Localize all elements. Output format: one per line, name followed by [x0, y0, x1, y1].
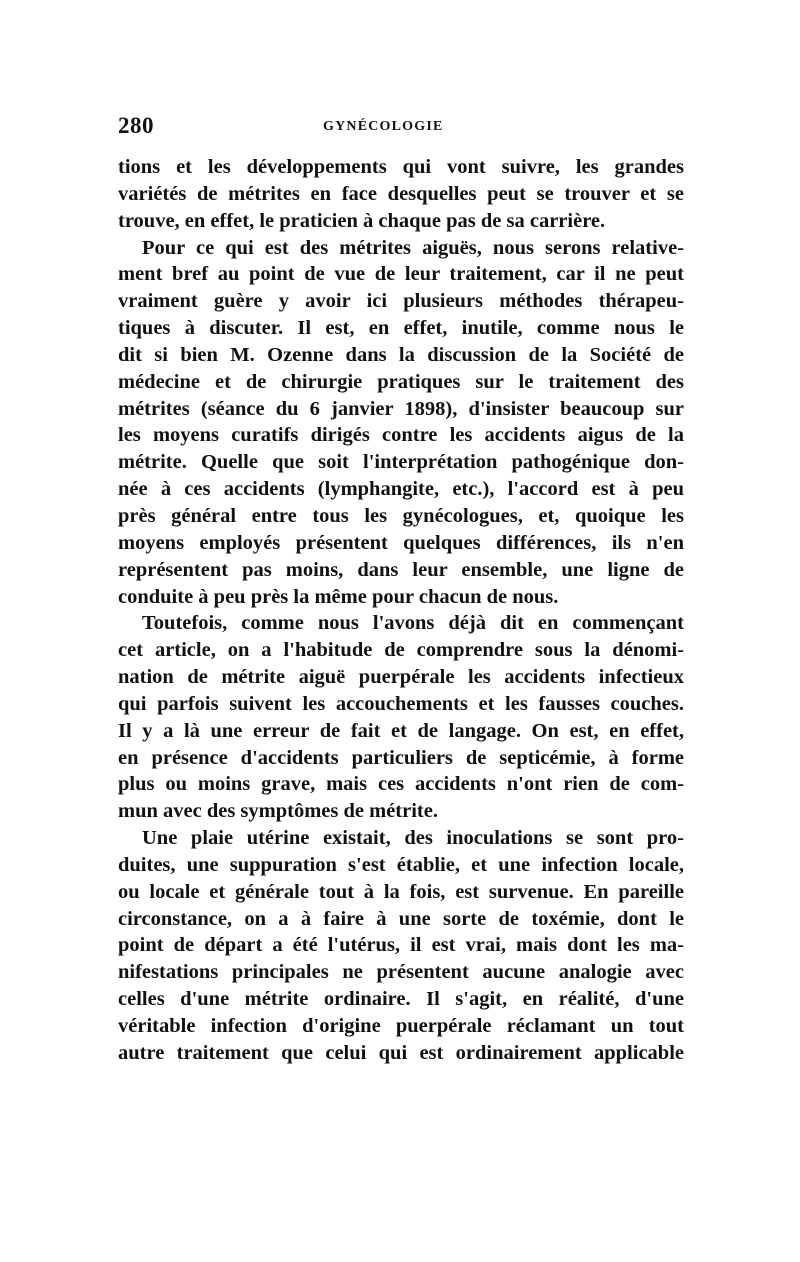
text-line: variétés de métrites en face desquelles peut se trouver et se [118, 182, 684, 205]
text-line: duites, une suppuration s'est établie, et une infection locale, [118, 853, 684, 876]
text-line: moyens employés présentent quelques différences, ils n'en [118, 531, 684, 554]
text-line: tiques à discuter. Il est, en effet, inutile, comme nous le [118, 317, 684, 340]
text-line: Il y a là une erreur de fait et de langage. On est, en effet, [118, 719, 684, 742]
text-line: tions et les développements qui vont suivre, les grandes [118, 156, 684, 178]
page-number: 280 [118, 113, 154, 138]
text-line: représentent pas moins, dans leur ensemble, une ligne de [118, 558, 684, 581]
text-line: mun avec des symptômes de métrite. [118, 800, 438, 823]
text-line: celles d'une métrite ordinaire. Il s'agit, en réalité, d'une [118, 988, 684, 1011]
text-line: Une plaie utérine existait, des inoculations se sont pro- [142, 827, 684, 850]
text-line: véritable infection d'origine puerpérale réclamant un tout [118, 1015, 684, 1037]
text-line: autre traitement que celui qui est ordinairement applicable [118, 1041, 684, 1064]
text-line: vraiment guère y avoir ici plusieurs méthodes thérapeu- [118, 290, 684, 313]
text-line: médecine et de chirurgie pratiques sur le traitement des [118, 370, 684, 393]
text-line: les moyens curatifs dirigés contre les accidents aigus de la [118, 424, 684, 447]
running-title: GYNÉCOLOGIE [323, 119, 444, 134]
page-header [118, 113, 683, 143]
text-line: cet article, on a l'habitude de comprendre sous la dénomi- [118, 639, 684, 662]
text-line: en présence d'accidents particuliers de septicémie, à forme [118, 746, 684, 769]
text-line: point de départ a été l'utérus, il est vrai, mais dont les ma- [118, 934, 684, 957]
text-line: métrites (séance du 6 janvier 1898), d'insister beaucoup sur [118, 397, 684, 420]
text-line: née à ces accidents (lymphangite, etc.), l'accord est à peu [118, 478, 684, 501]
text-line: qui parfois suivent les accouchements et les fausses couches. [118, 692, 684, 715]
text-line: métrite. Quelle que soit l'interprétation pathogénique don- [118, 451, 684, 474]
text-line: ment bref au point de vue de leur traitement, car il ne peut [118, 263, 684, 286]
text-line: trouve, en effet, le praticien à chaque pas de sa carrière. [118, 209, 606, 232]
text-line: nation de métrite aiguë puerpérale les accidents infectieux [118, 666, 684, 689]
text-line: dit si bien M. Ozenne dans la discussion de la Société de [118, 343, 684, 366]
text-line: plus ou moins grave, mais ces accidents n'ont rien de com- [118, 773, 684, 796]
text-line: près général entre tous les gynécologues, et, quoique les [118, 504, 684, 527]
body-text [118, 154, 684, 1067]
text-line: ou locale et générale tout à la fois, est survenue. En pareille [118, 880, 684, 903]
text-line: Pour ce qui est des métrites aiguës, nous serons relative- [142, 236, 684, 259]
text-line: Toutefois, comme nous l'avons déjà dit en commençant [142, 612, 684, 635]
text-line: nifestations principales ne présentent aucune analogie avec [118, 961, 684, 984]
text-line: circonstance, on a à faire à une sorte de toxémie, dont le [118, 907, 684, 930]
text-line: conduite à peu près la même pour chacun de nous. [118, 585, 559, 608]
